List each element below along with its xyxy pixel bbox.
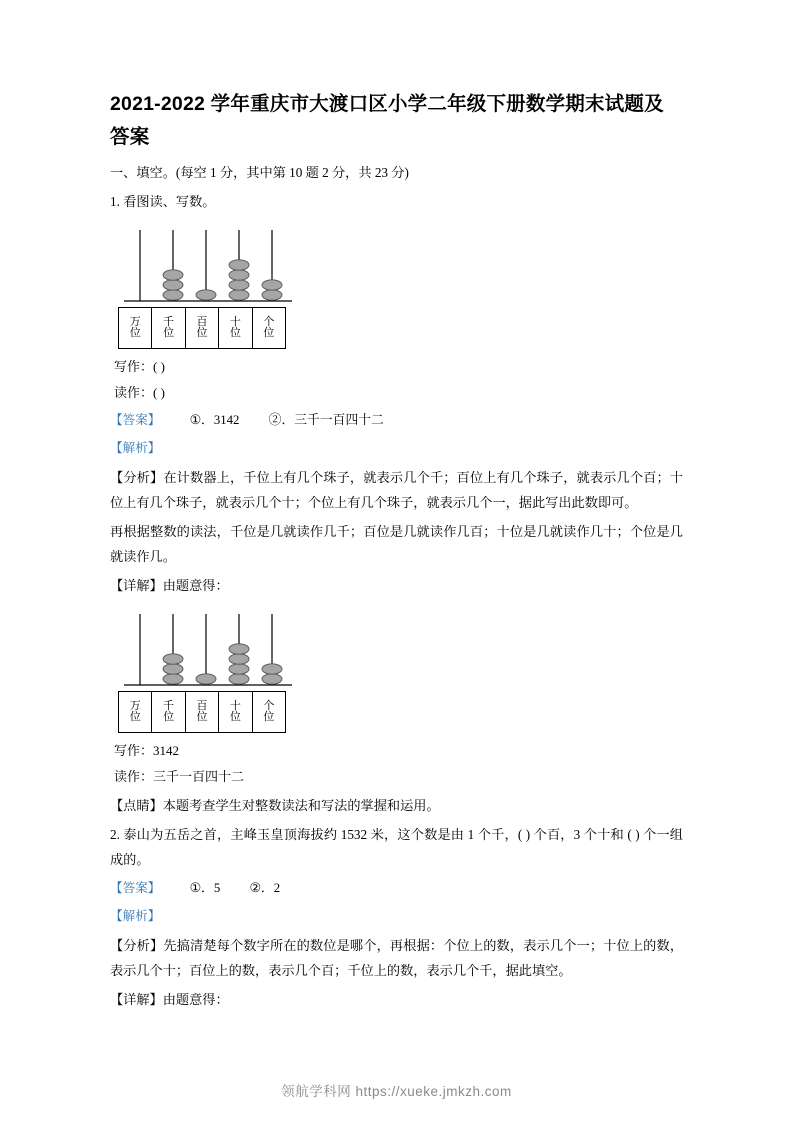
place-label-bai	[186, 308, 219, 348]
place-label-qian-bottom-solution: 位	[163, 711, 175, 723]
question-2-number: 2.	[110, 827, 120, 842]
place-label-shi-top: 十	[229, 315, 241, 328]
fenxi-tag-2: 【分析】	[110, 938, 164, 953]
xiangjie-text-2: 由题意得：	[162, 992, 229, 1007]
answer-tag: 【答案】	[110, 413, 161, 427]
place-label-ge-top-solution: 个	[263, 699, 275, 712]
question-1-fenxi-2: 再根据整数的读法，千位是几就读作几千；百位是几就读作几百；十位是几就读作几十；个位是几就读作几。	[110, 524, 683, 564]
answer-item-2: ②．三千一百四十二	[268, 413, 384, 427]
question-1-detail-write: 写作：3142	[114, 743, 180, 758]
question-1-detail-read: 读作：三千一百四十二	[114, 769, 245, 784]
question-1-xiangjie	[110, 573, 683, 598]
place-label-wan-top: 万	[129, 315, 141, 328]
analysis-tag-2: 【解析】	[110, 909, 161, 923]
analysis-tag: 【解析】	[110, 441, 161, 455]
place-label-wan-bottom: 位	[129, 327, 141, 339]
page-title: 2021-2022 学年重庆市大渡口区小学二年级下册数学期末试题及答案	[110, 93, 664, 148]
question-2-xiangjie	[110, 987, 683, 1012]
question-1-fenxi	[110, 465, 683, 515]
xiangjie-tag-2: 【详解】	[110, 992, 163, 1007]
section-heading: 一、填空。(每空 1 分，其中第 10 题 2 分，共 23 分)	[110, 165, 409, 180]
place-label-shi-top-solution: 十	[229, 699, 241, 712]
question-2-text: 泰山为五岳之首，主峰玉皇顶海拔约 1532 米，这个数是由 1 个千，( ) 个百，3 个十和 ( ) 个一组成的。	[110, 827, 683, 867]
question-1-number: 1.	[110, 194, 120, 209]
answer-2-item-1: ①．5	[189, 881, 221, 895]
place-label-bai-top-solution: 百	[196, 699, 208, 712]
place-label-shi-solution	[219, 692, 252, 732]
place-label-shi-bottom-solution: 位	[229, 711, 241, 723]
dianjing-tag: 【点睛】	[110, 798, 163, 813]
place-label-qian-top: 千	[163, 315, 175, 328]
counter-abacus-rods-solution	[118, 608, 298, 686]
place-label-wan	[119, 308, 152, 348]
question-2-stem	[110, 822, 683, 872]
place-label-wan-bottom-solution: 位	[129, 711, 141, 723]
question-2-fenxi	[110, 933, 683, 983]
place-label-qian-top-solution: 千	[163, 699, 175, 712]
page-footer: 领航学科网 https://xueke.jmkzh.com	[281, 1084, 512, 1099]
question-1-dianjing	[110, 793, 683, 818]
question-1-read-blank: 读作：( )	[114, 385, 165, 400]
counter-abacus-rods	[118, 224, 298, 302]
place-label-ge-top: 个	[263, 315, 275, 328]
question-2-analysis-tag-row	[110, 904, 683, 929]
place-label-ge-bottom-solution: 位	[263, 711, 275, 723]
question-2-answer-row	[110, 876, 683, 901]
place-label-qian-bottom: 位	[163, 327, 175, 339]
place-label-ge-bottom: 位	[263, 327, 275, 339]
counter-place-labels	[118, 307, 286, 349]
xiangjie-text: 由题意得：	[162, 578, 229, 593]
place-label-qian-solution	[152, 692, 185, 732]
answer-item-1: ①．3142	[189, 413, 240, 427]
question-1-stem	[110, 189, 683, 214]
place-label-bai-bottom: 位	[196, 327, 208, 339]
place-label-bai-top: 百	[196, 315, 208, 328]
question-1-write-blank: 写作：( )	[114, 359, 165, 374]
place-label-bai-bottom-solution: 位	[196, 711, 208, 723]
question-1-text: 看图读、写数。	[123, 194, 216, 209]
place-label-ge-solution	[253, 692, 285, 732]
question-1-analysis-tag-row	[110, 436, 683, 461]
dianjing-text: 本题考查学生对整数读法和写法的掌握和运用。	[162, 798, 440, 813]
place-label-wan-solution	[119, 692, 152, 732]
fenxi-tag: 【分析】	[110, 470, 164, 485]
question-1-figure	[118, 224, 683, 349]
place-label-shi-bottom: 位	[229, 327, 241, 339]
fenxi-text: 在计数器上，千位上有几个珠子，就表示几个千；百位上有几个珠子，就表示几个百；十位上有几个珠子，就表示几个十；个位上有几个珠子，就表示几个一，据此写出此数即可。	[110, 470, 684, 510]
fenxi-text-2: 先搞清楚每个数字所在的数位是哪个，再根据：个位上的数，表示几个一；十位上的数，表示几个十；百位上的数，表示几个百；千位上的数，表示几个千，据此填空。	[110, 938, 684, 978]
place-label-wan-top-solution: 万	[129, 699, 141, 712]
question-1-answer-row	[110, 408, 683, 433]
counter-place-labels-solution	[118, 691, 286, 733]
place-label-shi	[219, 308, 252, 348]
answer-tag-2: 【答案】	[110, 881, 161, 895]
answer-2-item-2: ②．2	[249, 881, 281, 895]
question-1-solution-figure	[118, 608, 683, 733]
place-label-bai-solution	[186, 692, 219, 732]
place-label-ge	[253, 308, 285, 348]
xiangjie-tag: 【详解】	[110, 578, 163, 593]
place-label-qian	[152, 308, 185, 348]
